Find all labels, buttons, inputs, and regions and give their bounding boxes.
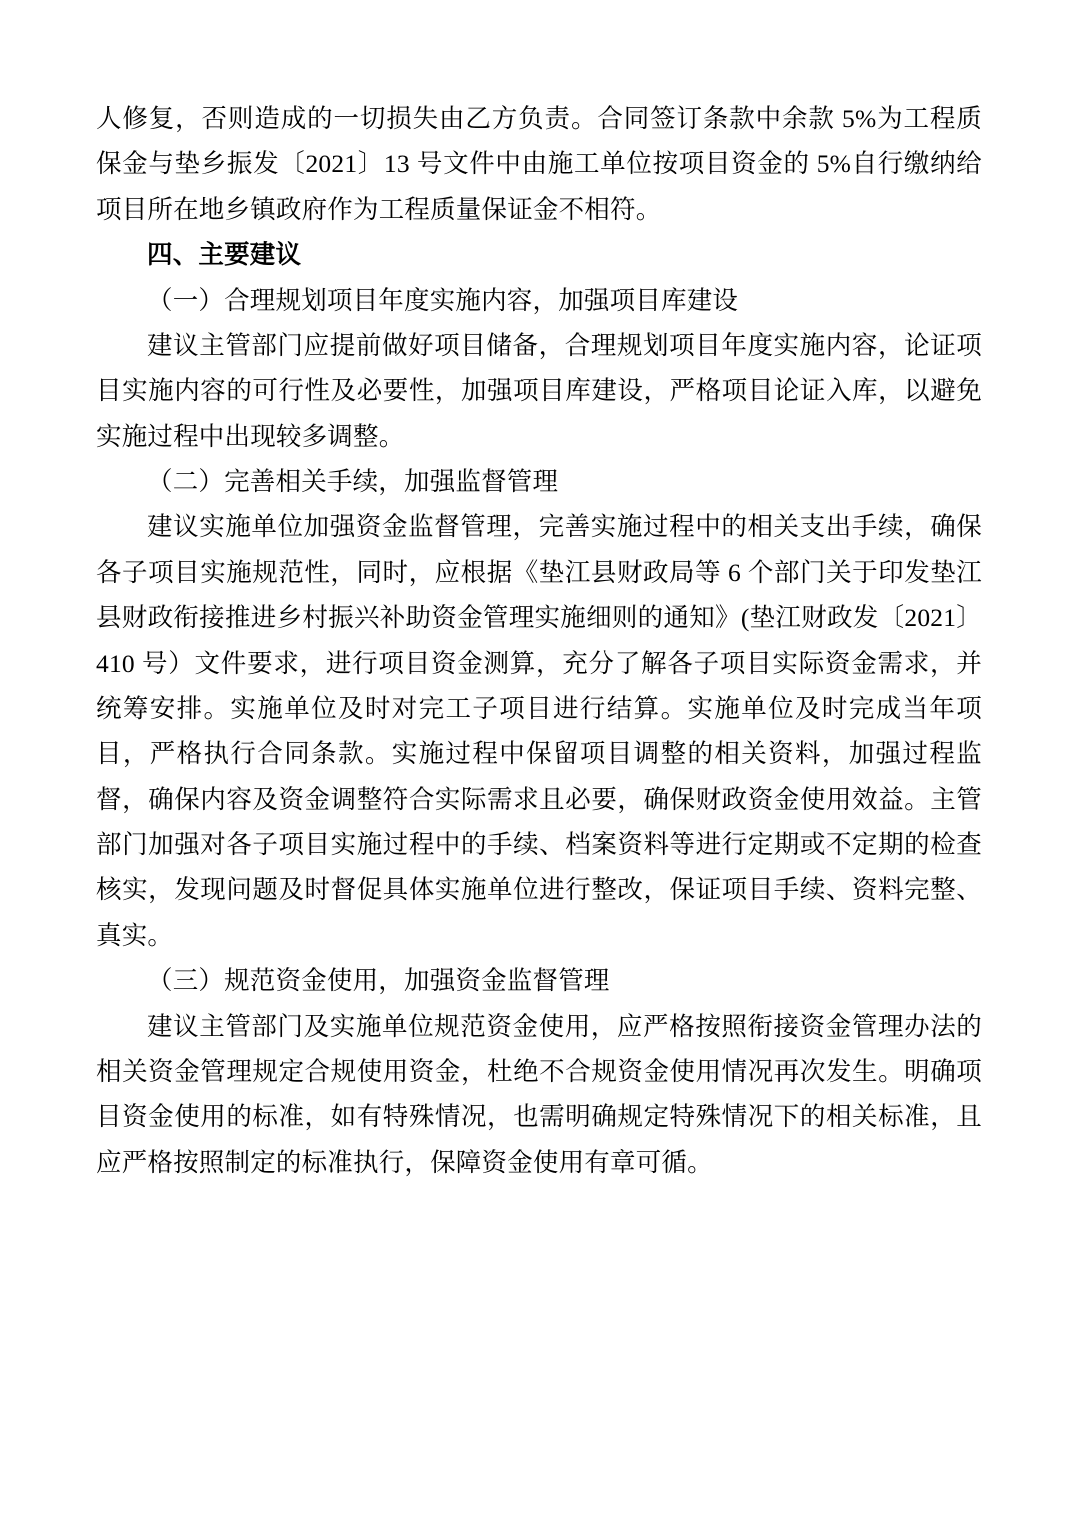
paragraph-recommendation-two: 建议实施单位加强资金监督管理，完善实施过程中的相关支出手续，确保各子项目实施规范性，同时，应根据《垫江县财政局等 6 个部门关于印发垫江县财政衔接推进乡村振兴补助资金管理实施细则的通知》(垫江财政发〔2021〕410 号）文件要求，进行项目资金测算，充分了解各子项目实际资金需求，并统筹安排。实施单位及时对完工子项目进行结算。实施单位及时完成当年项目，严格执行合同条款。实施过程中保留项目调整的相关资料，加强过程监督，确保内容及资金调整符合实际需求且必要，确保财政资金使用效益。主管部门加强对各子项目实施过程中的手续、档案资料等进行定期或不定期的检查核实，发现问题及时督促具体实施单位进行整改，保证项目手续、资料完整、真实。: [96, 512, 982, 950]
subsection-heading-two: （二）完善相关手续，加强监督管理: [147, 467, 559, 496]
paragraph-recommendation-three: 建议主管部门及实施单位规范资金使用，应严格按照衔接资金管理办法的相关资金管理规定合规使用资金，杜绝不合规资金使用情况再次发生。明确项目资金使用的标准，如有特殊情况，也需明确规定特殊情况下的相关标准，且应严格按照制定的标准执行，保障资金使用有章可循。: [96, 1011, 982, 1177]
paragraph-continuation: 人修复，否则造成的一切损失由乙方负责。合同签订条款中余款 5%为工程质保金与垫乡振发〔2021〕13 号文件中由施工单位按项目资金的 5%自行缴纳给项目所在地乡镇政府作为工程质量保证金不相符。: [96, 104, 982, 224]
document-body: [96, 96, 982, 1185]
subsection-heading-one: （一）合理规划项目年度实施内容，加强项目库建设: [147, 285, 739, 315]
paragraph-recommendation-one: 建议主管部门应提前做好项目储备，合理规划项目年度实施内容，论证项目实施内容的可行性及必要性，加强项目库建设，严格项目论证入库，以避免实施过程中出现较多调整。: [96, 330, 982, 451]
section-heading-main-recommendations: 四、主要建议: [147, 240, 302, 270]
subsection-heading-three: （三）规范资金使用，加强资金监督管理: [147, 966, 610, 996]
